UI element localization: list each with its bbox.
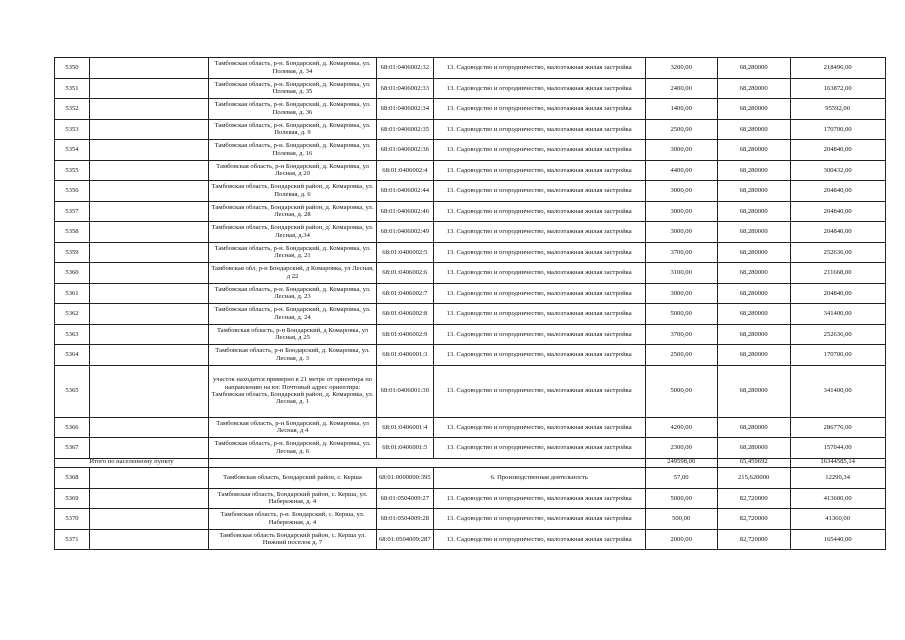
rate-cell: 68,280000 xyxy=(717,181,790,202)
cadastral-value-cell: 300432,00 xyxy=(790,160,885,181)
land-use-cell: 13. Садоводство и огородничество, малоэтажная жилая застройка xyxy=(433,222,645,243)
area-cell: 3700,00 xyxy=(645,324,717,345)
cadastral-number-cell: 68:01:0406002:32 xyxy=(377,58,434,79)
area-cell: 3200,00 xyxy=(645,58,717,79)
blank-cell xyxy=(90,488,209,509)
rate-cell: 82,720000 xyxy=(717,509,790,530)
row-number: 5350 xyxy=(55,58,90,79)
row-number: 5368 xyxy=(55,468,90,489)
blank-cell xyxy=(90,201,209,222)
address-cell: Тамбовская область, Бондарский район, с. Керша xyxy=(209,468,377,489)
address-cell: Тамбовская область, р-н Бондарский, д. Комаровка, ул. Лесная, д. 3 xyxy=(209,345,377,366)
area-cell: 3000,00 xyxy=(645,181,717,202)
table-row xyxy=(55,324,886,345)
row-number: 5357 xyxy=(55,201,90,222)
address-cell: Тамбовская область Бондарский район, с. Керша ул. Нижний поселок д. 7 xyxy=(209,529,377,550)
land-use-cell: 13. Садоводство и огородничество, малоэтажная жилая застройка xyxy=(433,365,645,417)
row-number: 5351 xyxy=(55,78,90,99)
table-row xyxy=(55,119,886,140)
rate-cell: 68,280000 xyxy=(717,242,790,263)
land-use-cell: 13. Садоводство и огородничество, малоэтажная жилая застройка xyxy=(433,78,645,99)
blank-cell xyxy=(90,509,209,530)
cadastral-value-cell: 204840,00 xyxy=(790,283,885,304)
rate-cell: 68,280000 xyxy=(717,78,790,99)
cadastral-value-cell: 163872,00 xyxy=(790,78,885,99)
blank-cell xyxy=(90,468,209,489)
area-cell: 3000,00 xyxy=(645,140,717,161)
cadastral-value-cell: 204840,00 xyxy=(790,181,885,202)
cadastral-value-cell: 211668,00 xyxy=(790,263,885,284)
land-valuation-table xyxy=(54,57,886,550)
table-row xyxy=(55,468,886,489)
area-cell: 3000,00 xyxy=(645,283,717,304)
cadastral-value-cell: 286776,00 xyxy=(790,417,885,438)
cadastral-number-cell: 68:01:0406002:9 xyxy=(377,324,434,345)
address-cell: Тамбовская область, р-н. Бондарский, д. Комаровка, ул. Лесная, д. 24 xyxy=(209,304,377,325)
cadastral-value-cell: 204840,00 xyxy=(790,201,885,222)
area-cell: 5000,00 xyxy=(645,488,717,509)
subtotal-blank xyxy=(209,458,646,468)
table-row xyxy=(55,140,886,161)
rate-cell: 82,720000 xyxy=(717,529,790,550)
address-cell: Тамбовская область, р-н Бондарский, д. Комаровка, ул Лесная, д 4 xyxy=(209,417,377,438)
blank-cell xyxy=(90,119,209,140)
table-row xyxy=(55,58,886,79)
address-cell: Тамбовская область, р-н. Бондарский, д. Комаровка, ул. Лесная, д. 23 xyxy=(209,283,377,304)
land-use-cell: 13. Садоводство и огородничество, малоэтажная жилая застройка xyxy=(433,119,645,140)
table-body xyxy=(55,58,886,550)
land-use-cell: 13. Садоводство и огородничество, малоэтажная жилая застройка xyxy=(433,509,645,530)
address-cell: Тамбовская обл, р-н Бондарский, д Комаровка, ул Лесная, д 22 xyxy=(209,263,377,284)
land-use-cell: 13. Садоводство и огородничество, малоэтажная жилая застройка xyxy=(433,140,645,161)
area-cell: 3700,00 xyxy=(645,242,717,263)
address-cell: Тамбовская область, р-н Бондарский, д. Комаровка, ул Лесная, д 20 xyxy=(209,160,377,181)
rate-cell: 68,280000 xyxy=(717,417,790,438)
table-row xyxy=(55,160,886,181)
area-cell: 2300,00 xyxy=(645,438,717,459)
blank-cell xyxy=(90,529,209,550)
cadastral-value-cell: 252636,00 xyxy=(790,324,885,345)
rate-cell: 68,280000 xyxy=(717,365,790,417)
row-number: 5355 xyxy=(55,160,90,181)
cadastral-number-cell: 68:01:0406002:8 xyxy=(377,304,434,325)
land-use-cell: 13. Садоводство и огородничество, малоэтажная жилая застройка xyxy=(433,99,645,120)
area-cell: 3100,00 xyxy=(645,263,717,284)
rate-cell: 68,280000 xyxy=(717,160,790,181)
rate-cell: 68,280000 xyxy=(717,324,790,345)
area-cell: 3000,00 xyxy=(645,201,717,222)
blank-cell xyxy=(90,181,209,202)
subtotal-rate: 65,459692 xyxy=(717,458,790,468)
land-use-cell: 13. Садоводство и огородничество, малоэтажная жилая застройка xyxy=(433,438,645,459)
rate-cell: 68,280000 xyxy=(717,283,790,304)
cadastral-number-cell: 68:01:0406002:33 xyxy=(377,78,434,99)
subtotal-value: 16344585,14 xyxy=(790,458,885,468)
row-number: 5360 xyxy=(55,263,90,284)
row-number: 5359 xyxy=(55,242,90,263)
address-cell: Тамбовская область, р-н. Бондарский, д. Комаровка, ул. Лесная, д. 6 xyxy=(209,438,377,459)
cadastral-number-cell: 68:01:0406002:46 xyxy=(377,201,434,222)
row-number: 5362 xyxy=(55,304,90,325)
rate-cell: 68,280000 xyxy=(717,201,790,222)
rate-cell: 68,280000 xyxy=(717,222,790,243)
cadastral-number-cell: 68:01:0406002:36 xyxy=(377,140,434,161)
cadastral-number-cell: 68:01:0406002:49 xyxy=(377,222,434,243)
table-row xyxy=(55,365,886,417)
blank-cell xyxy=(90,99,209,120)
address-cell: Тамбовская область, Бондарский район, д. Комаровка, ул. Полевая, д. 6 xyxy=(209,181,377,202)
row-number: 5364 xyxy=(55,345,90,366)
rate-cell: 68,280000 xyxy=(717,304,790,325)
table-row xyxy=(55,263,886,284)
rate-cell: 68,280000 xyxy=(717,438,790,459)
table-row xyxy=(55,181,886,202)
row-number: 5366 xyxy=(55,417,90,438)
rate-cell: 68,280000 xyxy=(717,58,790,79)
blank-cell xyxy=(90,263,209,284)
row-number: 5367 xyxy=(55,438,90,459)
blank-cell xyxy=(90,283,209,304)
table-row xyxy=(55,529,886,550)
cadastral-value-cell: 157044,00 xyxy=(790,438,885,459)
rate-cell: 68,280000 xyxy=(717,140,790,161)
area-cell: 1400,00 xyxy=(645,99,717,120)
land-use-cell: 13. Садоводство и огородничество, малоэтажная жилая застройка xyxy=(433,529,645,550)
blank-cell xyxy=(90,324,209,345)
cadastral-value-cell: 95592,00 xyxy=(790,99,885,120)
table-row xyxy=(55,201,886,222)
land-use-cell: 13. Садоводство и огородничество, малоэтажная жилая застройка xyxy=(433,488,645,509)
blank-cell xyxy=(90,58,209,79)
area-cell: 2000,00 xyxy=(645,529,717,550)
address-cell: Тамбовская область, р-н. Бондарский, д. Комаровка, ул. Полевая, д. 35 xyxy=(209,78,377,99)
cadastral-value-cell: 12290,34 xyxy=(790,468,885,489)
row-number: 5352 xyxy=(55,99,90,120)
blank-cell xyxy=(90,365,209,417)
rate-cell: 68,280000 xyxy=(717,345,790,366)
address-cell: Тамбовская область, Бондарский район, д. Комаровка, ул. Лесная, д.34 xyxy=(209,222,377,243)
table-row xyxy=(55,304,886,325)
table-row xyxy=(55,78,886,99)
blank-cell xyxy=(90,417,209,438)
subtotal-label: Итого по населенному пункту xyxy=(55,458,209,468)
cadastral-value-cell: 170700,00 xyxy=(790,345,885,366)
land-use-cell: 13. Садоводство и огородничество, малоэтажная жилая застройка xyxy=(433,58,645,79)
blank-cell xyxy=(90,222,209,243)
rate-cell: 68,280000 xyxy=(717,119,790,140)
address-cell: Тамбовская область, р-н. Бондарский, с. Керша, ул. Набережная, д. 4 xyxy=(209,509,377,530)
cadastral-number-cell: 68:01:0406002:7 xyxy=(377,283,434,304)
cadastral-number-cell: 68:01:0406002:5 xyxy=(377,242,434,263)
area-cell: 2500,00 xyxy=(645,345,717,366)
row-number: 5354 xyxy=(55,140,90,161)
area-cell: 5000,00 xyxy=(645,365,717,417)
row-number: 5365 xyxy=(55,365,90,417)
land-use-cell: 6. Производственная деятельность xyxy=(433,468,645,489)
area-cell: 500,00 xyxy=(645,509,717,530)
cadastral-number-cell: 68:01:0504009:287 xyxy=(377,529,434,550)
cadastral-value-cell: 204840,00 xyxy=(790,222,885,243)
rate-cell: 68,280000 xyxy=(717,263,790,284)
area-cell: 57,00 xyxy=(645,468,717,489)
cadastral-value-cell: 341400,00 xyxy=(790,304,885,325)
cadastral-value-cell: 218496,00 xyxy=(790,58,885,79)
table-row xyxy=(55,345,886,366)
cadastral-value-cell: 413600,00 xyxy=(790,488,885,509)
cadastral-number-cell: 68:01:0406002:6 xyxy=(377,263,434,284)
row-number: 5363 xyxy=(55,324,90,345)
land-use-cell: 13. Садоводство и огородничество, малоэтажная жилая застройка xyxy=(433,160,645,181)
cadastral-number-cell: 68:01:0406002:35 xyxy=(377,119,434,140)
area-cell: 2400,00 xyxy=(645,78,717,99)
address-cell: Тамбовская область, р-н Бондарский, д Комаровка, ул Лесная, д 25 xyxy=(209,324,377,345)
row-number: 5361 xyxy=(55,283,90,304)
area-cell: 5000,00 xyxy=(645,304,717,325)
row-number: 5371 xyxy=(55,529,90,550)
cadastral-number-cell: 68:01:0406001:3 xyxy=(377,345,434,366)
cadastral-number-cell: 68:01:0406002:4 xyxy=(377,160,434,181)
blank-cell xyxy=(90,438,209,459)
address-cell: Тамбовская область, р-н. Бондарский, д. Комаровка, ул. Полевая, д. 9 xyxy=(209,119,377,140)
subtotal-area: 249598,00 xyxy=(645,458,717,468)
land-use-cell: 13. Садоводство и огородничество, малоэтажная жилая застройка xyxy=(433,242,645,263)
blank-cell xyxy=(90,78,209,99)
blank-cell xyxy=(90,160,209,181)
rate-cell: 68,280000 xyxy=(717,99,790,120)
area-cell: 4200,00 xyxy=(645,417,717,438)
row-number: 5358 xyxy=(55,222,90,243)
address-cell: участок находится примерно в 21 метре от ориентира по направлению на юг. Почтовый адрес ориентира: Тамбовская область, Бондарский район, д. Комаровка, ул. Лесная, д. 1 xyxy=(209,365,377,417)
address-cell: Тамбовская область, р-н. Бондарский, д. Комаровка, ул. Полевая, д. 36 xyxy=(209,99,377,120)
address-cell: Тамбовская область, р-н. Бондарский, д. Комаровка, ул. Полевая, д. 34 xyxy=(209,58,377,79)
cadastral-number-cell: 68:01:0406001:30 xyxy=(377,365,434,417)
table-row xyxy=(55,283,886,304)
cadastral-number-cell: 68:01:0406001:4 xyxy=(377,417,434,438)
land-use-cell: 13. Садоводство и огородничество, малоэтажная жилая застройка xyxy=(433,283,645,304)
land-use-cell: 13. Садоводство и огородничество, малоэтажная жилая застройка xyxy=(433,345,645,366)
land-use-cell: 13. Садоводство и огородничество, малоэтажная жилая застройка xyxy=(433,201,645,222)
blank-cell xyxy=(90,304,209,325)
rate-cell: 82,720000 xyxy=(717,488,790,509)
cadastral-value-cell: 165440,00 xyxy=(790,529,885,550)
address-cell: Тамбовская область, Бондарский район, с. Керша, ул. Набережная, д. 4 xyxy=(209,488,377,509)
row-number: 5353 xyxy=(55,119,90,140)
area-cell: 3000,00 xyxy=(645,222,717,243)
table-row xyxy=(55,222,886,243)
rate-cell: 215,620000 xyxy=(717,468,790,489)
cadastral-value-cell: 341400,00 xyxy=(790,365,885,417)
table-row xyxy=(55,438,886,459)
row-number: 5356 xyxy=(55,181,90,202)
row-number: 5369 xyxy=(55,488,90,509)
cadastral-number-cell: 68:01:0504009:28 xyxy=(377,509,434,530)
table-row xyxy=(55,417,886,438)
cadastral-value-cell: 204840,00 xyxy=(790,140,885,161)
table-row xyxy=(55,242,886,263)
table-row xyxy=(55,488,886,509)
blank-cell xyxy=(90,345,209,366)
address-cell: Тамбовская область, Бондарский район, д. Комаровка, ул. Лесная, д. 28 xyxy=(209,201,377,222)
area-cell: 4400,00 xyxy=(645,160,717,181)
table-row xyxy=(55,99,886,120)
blank-cell xyxy=(90,242,209,263)
cadastral-number-cell: 68:01:0504009:27 xyxy=(377,488,434,509)
address-cell: Тамбовская область, р-н. Бондарский, д. Комаровка, ул. Лесная, д. 21 xyxy=(209,242,377,263)
land-use-cell: 13. Садоводство и огородничество, малоэтажная жилая застройка xyxy=(433,417,645,438)
cadastral-value-cell: 41360,00 xyxy=(790,509,885,530)
cadastral-number-cell: 68:01:0000000:395 xyxy=(377,468,434,489)
cadastral-value-cell: 252636,00 xyxy=(790,242,885,263)
area-cell: 2500,00 xyxy=(645,119,717,140)
blank-cell xyxy=(90,140,209,161)
cadastral-value-cell: 170700,00 xyxy=(790,119,885,140)
land-use-cell: 13. Садоводство и огородничество, малоэтажная жилая застройка xyxy=(433,263,645,284)
land-use-cell: 13. Садоводство и огородничество, малоэтажная жилая застройка xyxy=(433,324,645,345)
row-number: 5370 xyxy=(55,509,90,530)
land-use-cell: 13. Садоводство и огородничество, малоэтажная жилая застройка xyxy=(433,304,645,325)
cadastral-number-cell: 68:01:0406001:5 xyxy=(377,438,434,459)
cadastral-number-cell: 68:01:0406002:44 xyxy=(377,181,434,202)
address-cell: Тамбовская область, р-н. Бондарский, д. Комаровка, ул. Полевая, д. 16 xyxy=(209,140,377,161)
cadastral-number-cell: 68:01:0406002:34 xyxy=(377,99,434,120)
table-row xyxy=(55,509,886,530)
subtotal-row xyxy=(55,458,886,468)
land-use-cell: 13. Садоводство и огородничество, малоэтажная жилая застройка xyxy=(433,181,645,202)
